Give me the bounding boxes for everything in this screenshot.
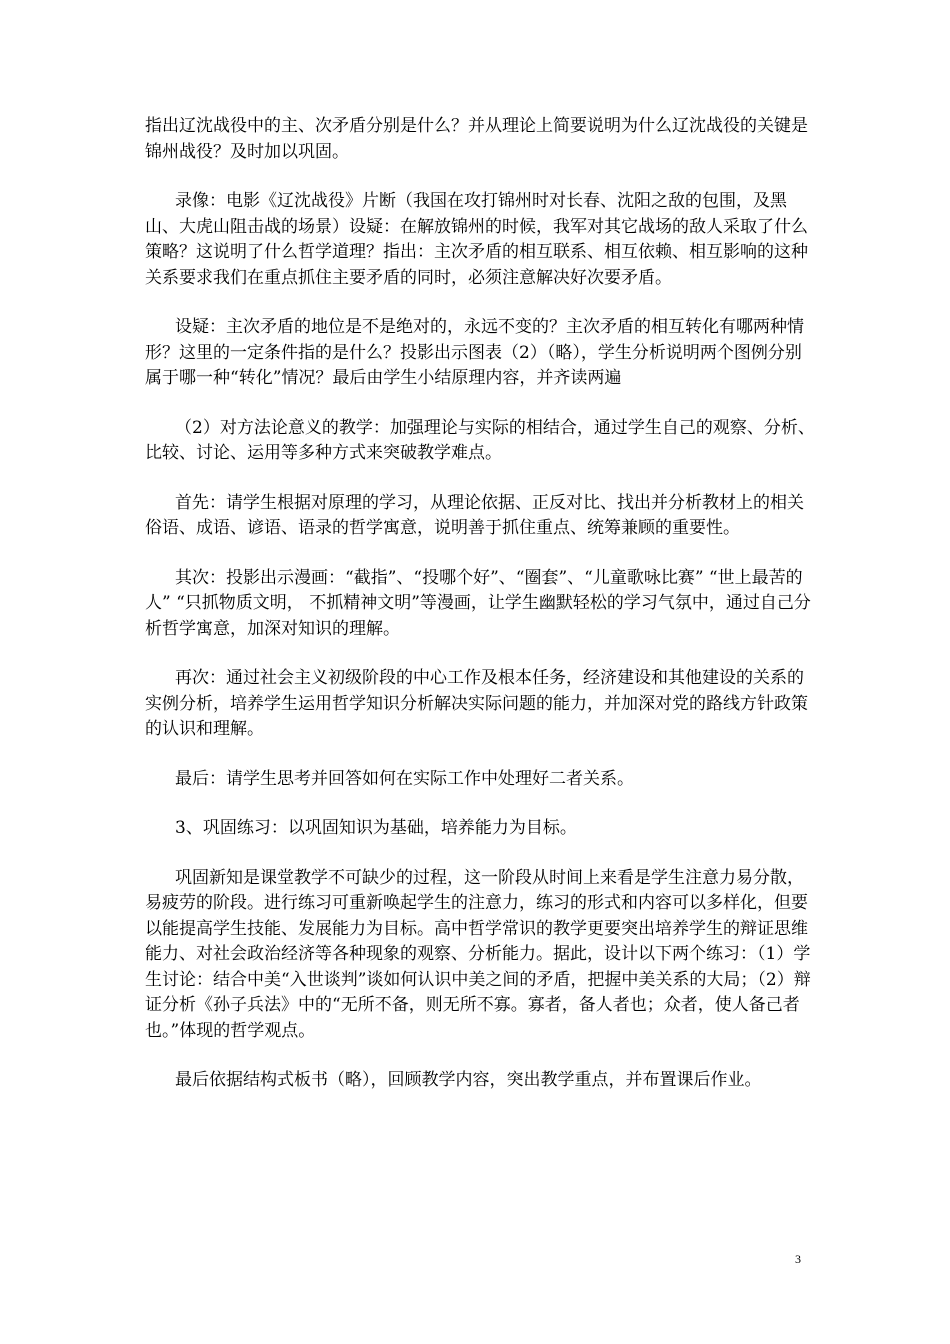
paragraph: 再次：通过社会主义初级阶段的中心工作及根本任务，经济建设和其他建设的关系的实例分析，培养学生运用哲学知识分析解决实际问题的能力，并加深对党的路线方针政策的认识和理解。	[145, 668, 808, 739]
paragraph: 其次：投影出示漫画：“截指”、“投哪个好”、“圈套”、“儿童歌咏比赛” “世上最苦的人” “只抓物质文明， 不抓精神文明”等漫画，让学生幽默轻松的学习气氛中，通过自己分析哲学寓意，加深对知识的理解。	[145, 567, 811, 639]
paragraph: 巩固新知是课堂教学不可缺少的过程，这一阶段从时间上来看是学生注意力易分散，易疲劳的阶段。进行练习可重新唤起学生的注意力，练习的形式和内容可以多样化，但要以能提高学生技能、发展能力为目标。高中哲学常识的教学更要突出培养学生的辩证思维能力、对社会政治经济等各种现象的观察、分析能力。据此，设计以下两个练习：（1）学生讨论：结合中美“入世谈判”谈如何认识中美之间的矛盾，把握中美关系的大局；（2）辩证分析《孙子兵法》中的“无所不备，则无所不寡。寡者，备人者也；众者，使人备己者也。”体现的哲学观点。	[145, 867, 811, 1041]
paragraph: 设疑：主次矛盾的地位是不是绝对的，永远不变的？主次矛盾的相互转化有哪两种情形？这里的一定条件指的是什么？投影出示图表（2）（略），学生分析说明两个图例分别属于哪一种“转化”情况？最后由学生小结原理内容，并齐读两遍	[145, 317, 804, 388]
page-number: 3	[795, 1252, 801, 1266]
paragraph: （2）对方法论意义的教学：加强理论与实际的相结合，通过学生自己的观察、分析、比较、讨论、运用等多种方式来突破教学难点。	[145, 417, 815, 463]
paragraph: 3、巩固练习：以巩固知识为基础，培养能力为目标。	[175, 818, 577, 838]
paragraph: 录像：电影《辽沈战役》片断（我国在攻打锦州时对长春、沈阳之敌的包围，及黑山、大虎山阻击战的场景）设疑：在解放锦州的时候，我军对其它战场的敌人采取了什么策略？这说明了什么哲学道理？指出：主次矛盾的相互联系、相互依赖、相互影响的这种关系要求我们在重点抓住主要矛盾的同时，必须注意解决好次要矛盾。	[145, 191, 808, 288]
paragraph: 首先：请学生根据对原理的学习，从理论依据、正反对比、找出并分析教材上的相关俗语、成语、谚语、语录的哲学寓意，说明善于抓住重点、统筹兼顾的重要性。	[145, 492, 804, 538]
document-body	[145, 114, 815, 1118]
paragraph: 指出辽沈战役中的主、次矛盾分别是什么？并从理论上简要说明为什么辽沈战役的关键是锦州战役？及时加以巩固。	[145, 116, 808, 162]
paragraph: 最后：请学生思考并回答如何在实际工作中处理好二者关系。	[175, 768, 634, 789]
paragraph: 最后依据结构式板书（略），回顾教学内容，突出教学重点，并布置课后作业。	[175, 1070, 762, 1090]
